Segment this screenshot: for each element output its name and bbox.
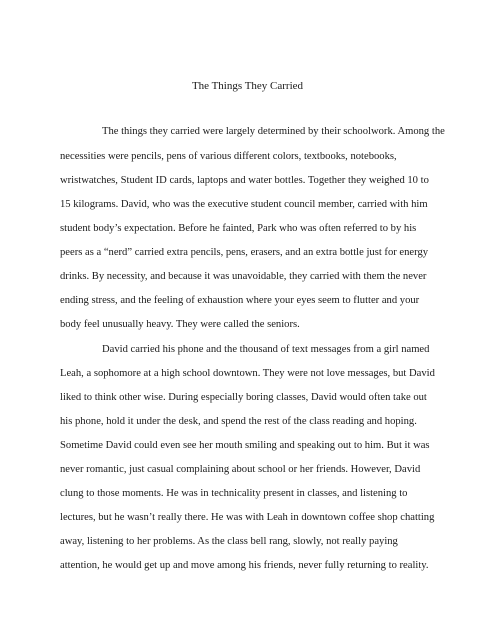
- document-title: The Things They Carried: [191, 80, 304, 92]
- paragraph-2-line-10: attention, he would get up and move among his friends, never fully returning to reality.: [60, 560, 429, 571]
- paragraph-2-line-1: David carried his phone and the thousand of text messages from a girl named: [102, 344, 430, 355]
- paragraph-2-line-5: Sometime David could even see her mouth smiling and speaking out to him. But it was: [60, 440, 430, 451]
- paragraph-1-line-7: drinks. By necessity, and because it was unavoidable, they carried with them the never: [60, 271, 427, 282]
- paragraph-2-line-9: away, listening to her problems. As the class bell rang, slowly, not really paying: [60, 536, 398, 547]
- paragraph-1-line-5: student body’s expectation. Before he fainted, Park who was often referred to by his: [60, 223, 417, 234]
- paragraph-2-line-8: lectures, but he wasn’t really there. He was with Leah in downtown coffee shop chatting: [60, 512, 435, 523]
- paragraph-1-line-8: ending stress, and the feeling of exhaustion where your eyes seem to flutter and your: [60, 295, 420, 306]
- paragraph-2-line-2: Leah, a sophomore at a high school downtown. They were not love messages, but David: [60, 368, 435, 379]
- paragraph-2-line-3: liked to think other wise. During especially boring classes, David would often take out: [60, 392, 427, 403]
- paragraph-1-line-6: peers as a “nerd” carried extra pencils, pens, erasers, and an extra bottle just for energy: [60, 247, 429, 258]
- paragraph-1-line-3: wristwatches, Student ID cards, laptops and water bottles. Together they weighed 10 to: [60, 175, 429, 186]
- paragraph-1-line-2: necessities were pencils, pens of various different colors, textbooks, notebooks,: [60, 151, 397, 162]
- paragraph-1-line-4: 15 kilograms. David, who was the executive student council member, carried with him: [60, 199, 428, 210]
- paragraph-2-line-6: never romantic, just casual complaining about school or her friends. However, David: [60, 464, 421, 475]
- paragraph-1-line-9: body feel unusually heavy. They were called the seniors.: [60, 319, 300, 330]
- paragraph-2-line-4: his phone, hold it under the desk, and spend the rest of the class reading and hoping.: [60, 416, 417, 427]
- paragraph-1-line-1: The things they carried were largely determined by their schoolwork. Among the: [102, 126, 445, 137]
- paragraph-2-line-7: clung to those moments. He was in technicality present in classes, and listening to: [60, 488, 408, 499]
